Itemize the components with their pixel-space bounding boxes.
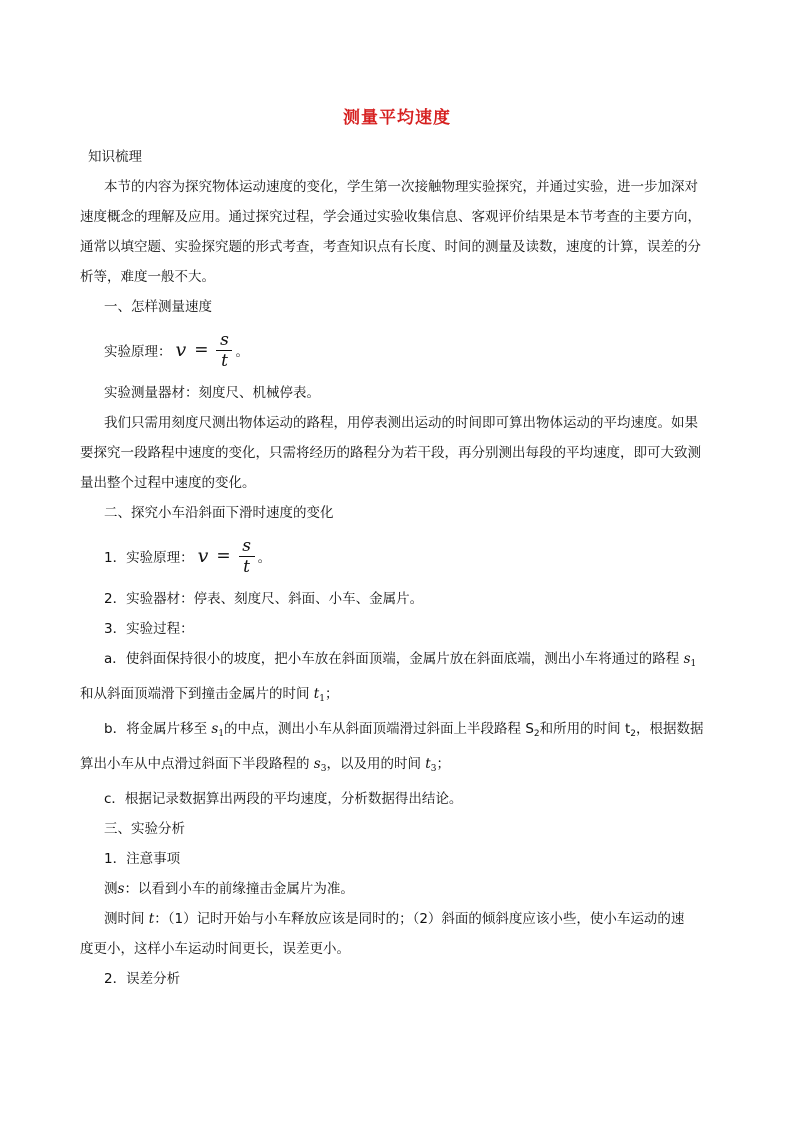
var-s1 xyxy=(211,721,224,737)
sub-1: 1 xyxy=(218,729,225,739)
intro-line-4: 析等，难度一般不大。 xyxy=(80,269,215,285)
part2-heading: 二、探究小车沿斜面下滑时速度的变化 xyxy=(104,505,334,521)
var-t: t xyxy=(425,756,431,772)
measure-t-line-2: 度更小，这样小车运动时间更长，误差更小。 xyxy=(80,941,350,957)
formula-period: 。 xyxy=(257,550,272,566)
step-b-text-5: 算出小车从中点滑过斜面下半段路程的 xyxy=(80,756,310,772)
step-b-text-7: ； xyxy=(436,756,450,772)
formula-equals: = xyxy=(216,546,231,566)
measure-s-text-2: ：以看到小车的前缘撞击金属片为准。 xyxy=(124,881,354,897)
var-t3 xyxy=(425,756,436,772)
sub-3: 3 xyxy=(430,764,437,774)
step-b-text-1: b．将金属片移至 xyxy=(104,721,208,737)
var-t: t xyxy=(313,686,320,702)
part2-equipment: 2．实验器材：停表、刻度尺、斜面、小车、金属片。 xyxy=(104,591,424,607)
part1-heading: 一、怎样测量速度 xyxy=(104,299,212,315)
part1-equipment: 实验测量器材：刻度尺、机械停表。 xyxy=(104,385,320,401)
page-title: 测量平均速度 xyxy=(343,108,451,128)
measure-t-text-1: 测时间 xyxy=(104,911,145,927)
measure-t-line-1 xyxy=(80,904,720,934)
sub-1: 1 xyxy=(690,659,697,669)
sub-2: 2 xyxy=(533,729,540,739)
error-label: 2．误差分析 xyxy=(104,971,181,987)
document-body xyxy=(80,142,720,994)
var-s: s xyxy=(683,651,691,667)
var-s: s xyxy=(211,721,219,737)
part1-principle xyxy=(80,322,720,378)
part1-para-line-3: 量出整个过程中速度的变化。 xyxy=(80,475,256,491)
sub-3: 3 xyxy=(320,764,327,774)
step-b-text-6: ，以及用的时间 xyxy=(326,756,421,772)
formula-denominator: t xyxy=(221,350,228,371)
step-b-line-2 xyxy=(80,749,720,784)
step-b-text-3: 和所用的时间 t xyxy=(539,721,631,737)
var-s1 xyxy=(684,651,697,667)
part3-heading: 三、实验分析 xyxy=(104,821,185,837)
part2-principle-label: 1．实验原理： xyxy=(104,550,194,566)
sub-1: 1 xyxy=(319,694,325,704)
part2-process-label: 3．实验过程： xyxy=(104,621,194,637)
step-b-text-2: 的中点，测出小车从斜面顶端滑过斜面上半段路程 S xyxy=(224,721,534,737)
formula-period: 。 xyxy=(235,344,249,360)
notes-label: 1．注意事项 xyxy=(104,851,181,867)
step-b-line-1 xyxy=(80,714,720,749)
step-b-text-4: ，根据数据 xyxy=(635,721,704,737)
var-t: t xyxy=(148,911,155,927)
step-a-text-3: ； xyxy=(324,686,339,702)
var-t1 xyxy=(314,686,325,702)
formula-equals: = xyxy=(194,340,209,360)
var-s: s xyxy=(313,756,321,772)
part2-principle xyxy=(80,528,720,584)
intro-line-3: 通常以填空题、实验探究题的形式考查，考查知识点有长度、时间的测量及读数，速度的计算，误差的分 xyxy=(80,239,701,255)
formula-denominator: t xyxy=(243,556,250,577)
measure-s-line xyxy=(80,874,720,904)
step-a-line-1 xyxy=(80,644,720,679)
formula-numerator: s xyxy=(220,329,229,350)
measure-s-text-1: 测 xyxy=(104,881,118,897)
intro-line-1: 本节的内容为探究物体运动速度的变化，学生第一次接触物理实验探究，并通过实验，进一步加深对 xyxy=(104,179,698,195)
section-label: 知识梳理 xyxy=(88,149,142,165)
formula-numerator: s xyxy=(242,535,251,556)
step-a-line-2 xyxy=(80,679,720,714)
var-s: s xyxy=(117,881,125,897)
measure-t-text-2: ：（1）记时开始与小车释放应该是同时的；（2）斜面的倾斜度应该小些，使小车运动的速 xyxy=(154,911,685,927)
part1-para-line-1: 我们只需用刻度尺测出物体运动的路程，用停表测出运动的时间即可算出物体运动的平均速度。如果 xyxy=(104,415,698,431)
formula-v: v xyxy=(175,339,187,361)
part1-para-line-2: 要探究一段路程中速度的变化，只需将经历的路程分为若干段，再分别测出每段的平均速度，即可大致测 xyxy=(80,445,701,461)
intro-line-2: 速度概念的理解及应用。通过探究过程，学会通过实验收集信息、客观评价结果是本节考查的主要方向， xyxy=(80,209,701,225)
formula-v: v xyxy=(197,545,209,567)
velocity-formula-2 xyxy=(198,536,271,577)
formula-fraction xyxy=(216,330,232,371)
step-c: c．根据记录数据算出两段的平均速度，分析数据得出结论。 xyxy=(104,791,463,807)
velocity-formula xyxy=(176,330,249,371)
formula-fraction xyxy=(239,536,255,577)
step-a-text-2: 和从斜面顶端滑下到撞击金属片的时间 xyxy=(80,686,310,702)
step-a-text-1: a．使斜面保持很小的坡度，把小车放在斜面顶端，金属片放在斜面底端，测出小车将通过的路程 xyxy=(104,651,680,667)
var-s3 xyxy=(314,756,327,772)
sub-2: 2 xyxy=(630,729,636,739)
part1-principle-label: 实验原理： xyxy=(104,344,172,360)
